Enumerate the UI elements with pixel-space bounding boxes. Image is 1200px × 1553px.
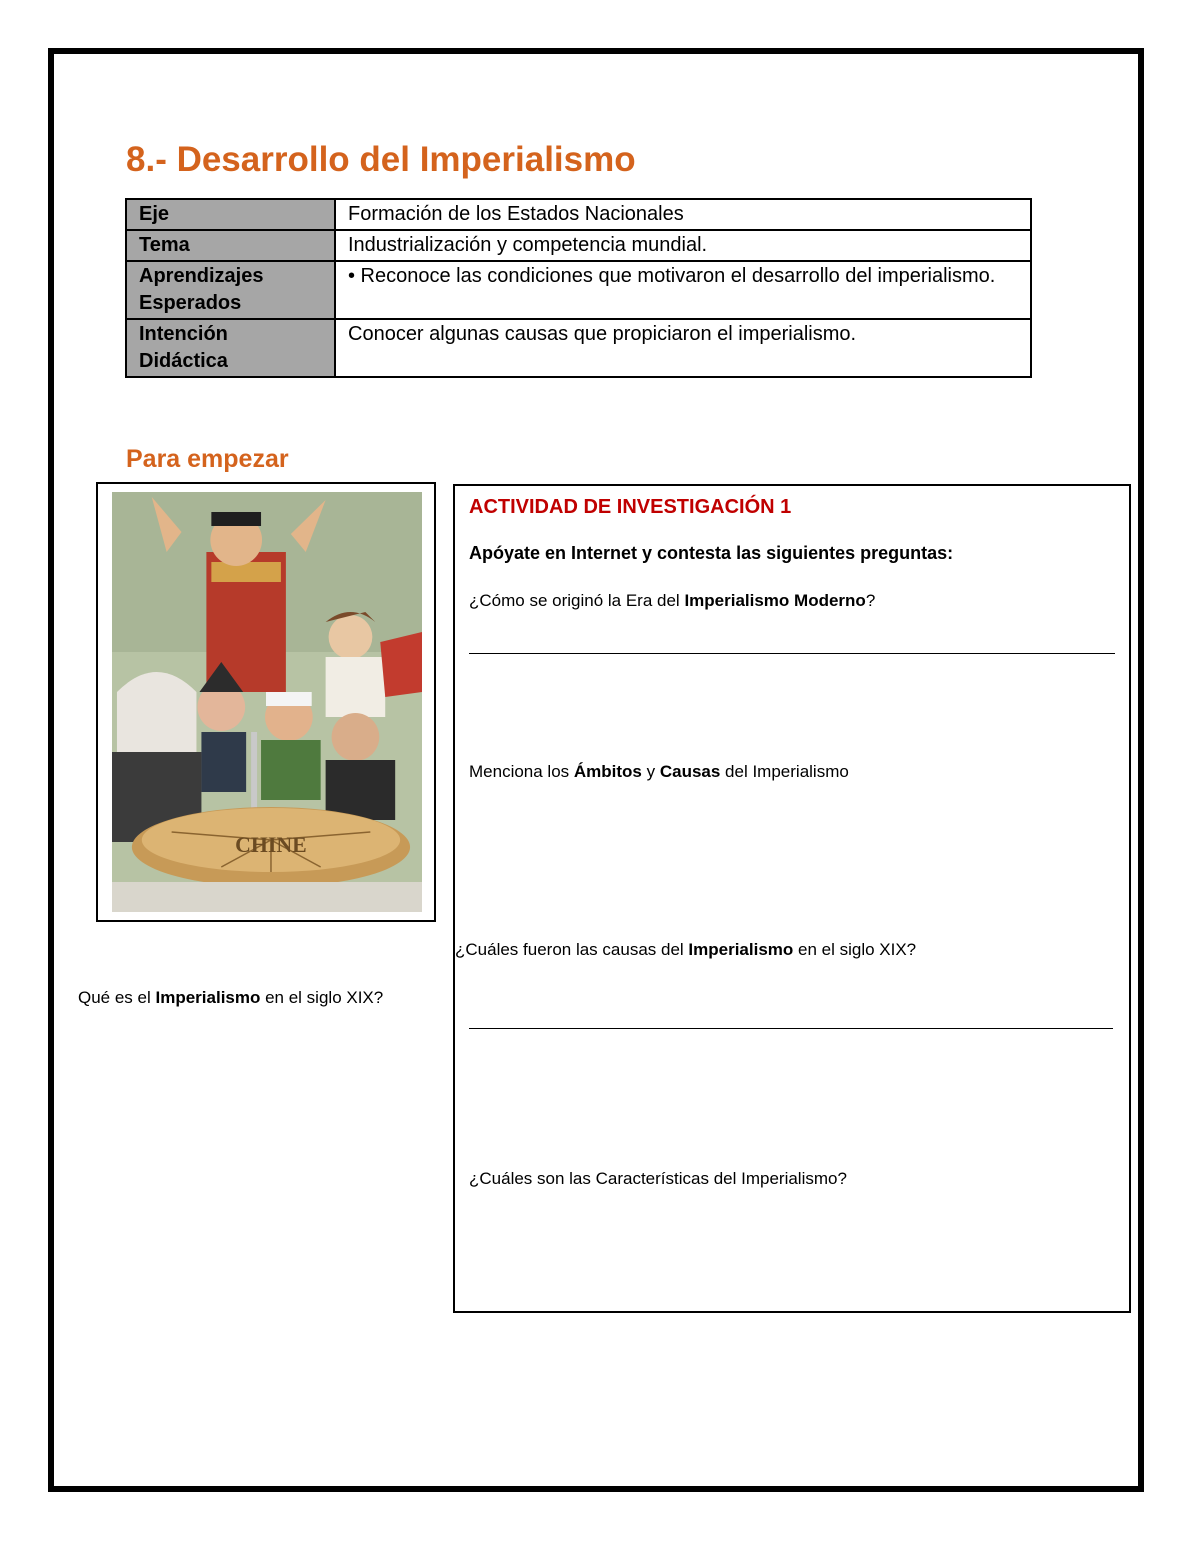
row-label: Eje: [126, 199, 335, 230]
cartoon-illustration: [112, 492, 422, 912]
row-value: Formación de los Estados Nacionales: [335, 199, 1031, 230]
table-row: [126, 199, 1031, 230]
question-3: ¿Cuáles fueron las causas del Imperialismo en el siglo XIX?: [455, 940, 917, 959]
row-value: • Reconoce las condiciones que motivaron el desarrollo del imperialismo.: [335, 261, 1031, 319]
cartoon-image-frame: [96, 482, 436, 922]
side-question: Qué es el Imperialismo en el siglo XIX?: [78, 988, 384, 1007]
activity-title: ACTIVIDAD DE INVESTIGACIÓN 1: [469, 496, 792, 518]
page-title: 8.- Desarrollo del Imperialismo: [126, 140, 636, 179]
cake-label: CHINE: [235, 831, 307, 858]
question-2: Menciona los Ámbitos y Causas del Imperialismo: [469, 762, 849, 781]
table-row: [126, 319, 1031, 377]
info-table: [125, 198, 1032, 378]
question-1: ¿Cómo se originó la Era del Imperialismo Moderno?: [469, 591, 876, 610]
row-value: Industrialización y competencia mundial.: [335, 230, 1031, 261]
row-label: Intención Didáctica: [126, 319, 335, 377]
activity-box: [453, 484, 1131, 1313]
answer-line-2[interactable]: [469, 1028, 1113, 1029]
section-heading: Para empezar: [126, 445, 289, 473]
activity-instruction: Apóyate en Internet y contesta las siguientes preguntas:: [469, 543, 954, 563]
question-4: ¿Cuáles son las Características del Imperialismo?: [469, 1169, 847, 1188]
table-row: [126, 230, 1031, 261]
row-value: Conocer algunas causas que propiciaron el imperialismo.: [335, 319, 1031, 377]
row-label: Aprendizajes Esperados: [126, 261, 335, 319]
table-row: [126, 261, 1031, 319]
row-label: Tema: [126, 230, 335, 261]
answer-line-1[interactable]: [469, 653, 1115, 654]
